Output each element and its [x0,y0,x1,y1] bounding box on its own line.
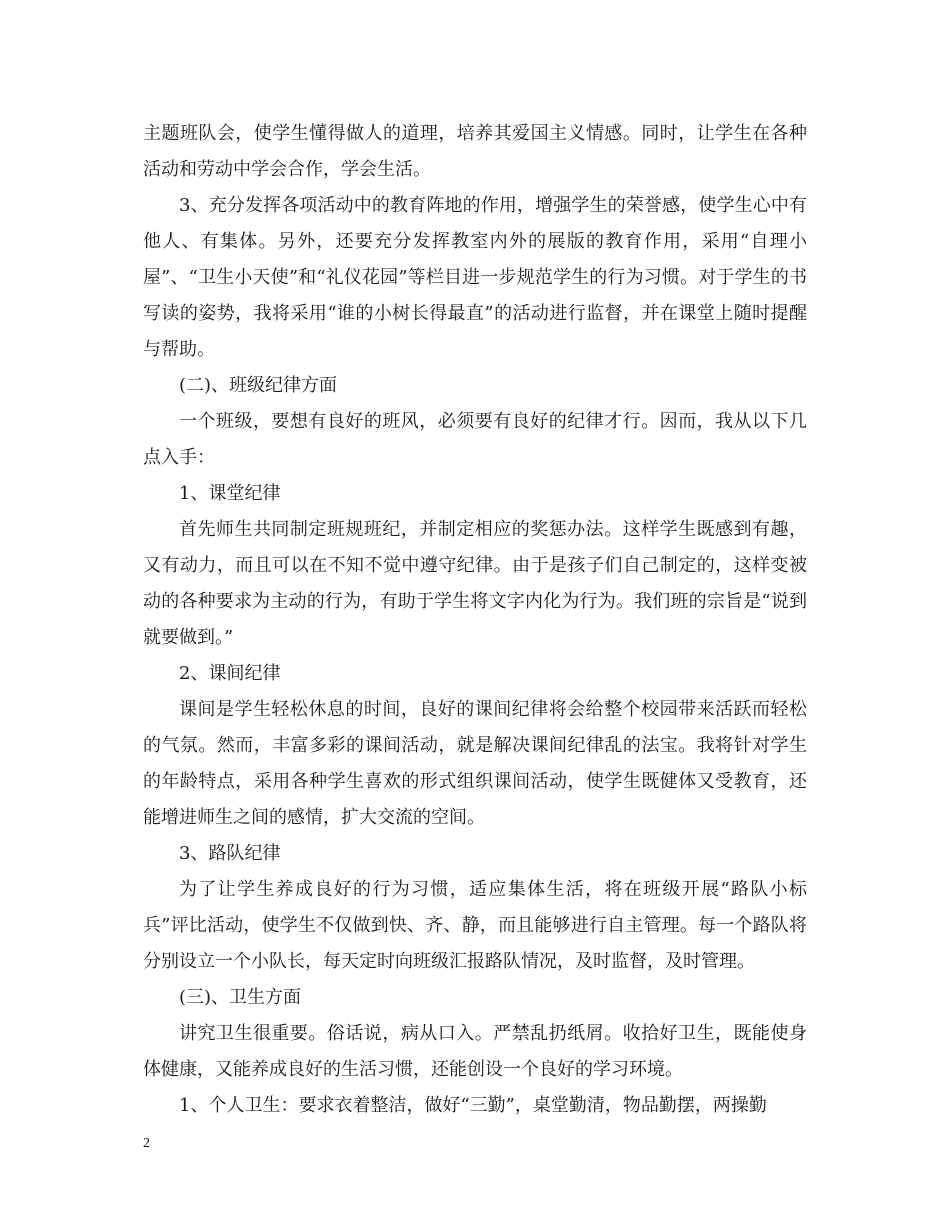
paragraph: 首先师生共同制定班规班纪，并制定相应的奖惩办法。这样学生既感到有趣，又有动力，而且可以在不知不觉中遵守纪律。由于是孩子们自己制定的，这样变被动的各种要求为主动的行为，有助于学生将文字内化为行为。我们班的宗旨是“说到就要做到。” [143,519,807,648]
section-heading: (三)、卫生方面 [179,987,302,1008]
section-heading: (二)、班级纪律方面 [179,375,338,396]
paragraph: 课间是学生轻松休息的时间，良好的课间纪律将会给整个校园带来活跃而轻松的气氛。然而，丰富多彩的课间活动，就是解决课间纪律乱的法宝。我将针对学生的年龄特点，采用各种学生喜欢的形式组织课间活动，使学生既健体又受教育，还能增进师生之间的感情，扩大交流的空间。 [143,699,807,828]
paragraph: 讲究卫生很重要。俗话说，病从口入。严禁乱扔纸屑。收拾好卫生，既能使身体健康，又能养成良好的生活习惯，还能创设一个良好的学习环境。 [143,1023,807,1080]
paragraph: 3、充分发挥各项活动中的教育阵地的作用，增强学生的荣誉感，使学生心中有他人、有集体。另外，还要充分发挥教室内外的展版的教育作用，采用“自理小屋”、“卫生小天使”和“礼仪花园”等栏目进一步规范学生的行为习惯。对于学生的书写读的姿势，我将采用“谁的小树长得最直”的活动进行监督，并在课堂上随时提醒与帮助。 [143,195,807,360]
page-number: 2 [143,1136,150,1151]
paragraph: 一个班级，要想有良好的班风，必须要有良好的纪律才行。因而，我从以下几点入手： [143,411,807,468]
paragraph: 1、个人卫生：要求衣着整洁，做好“三勤”，桌堂勤清，物品勤摆，两操勤 [179,1095,767,1116]
document-body [143,116,807,1124]
paragraph: 为了让学生养成良好的行为习惯，适应集体生活，将在班级开展“路队小标兵”评比活动，使学生不仅做到快、齐、静，而且能够进行自主管理。每一个路队将分别设立一个小队长，每天定时向班级汇报路队情况，及时监督，及时管理。 [143,879,807,972]
subsection-heading: 1、课堂纪律 [179,483,281,504]
subsection-heading: 3、路队纪律 [179,843,281,864]
paragraph: 主题班队会，使学生懂得做人的道理，培养其爱国主义情感。同时，让学生在各种活动和劳动中学会合作，学会生活。 [143,123,807,180]
subsection-heading: 2、课间纪律 [179,663,281,684]
